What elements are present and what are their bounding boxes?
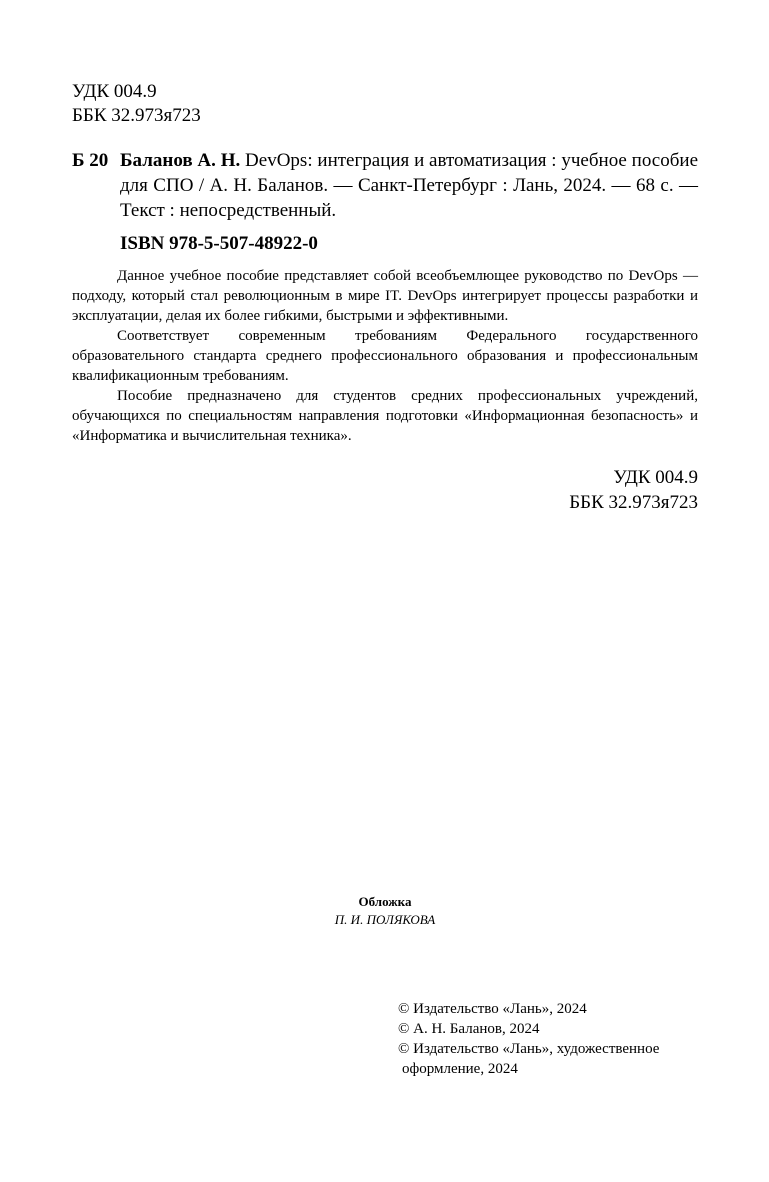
isbn: ISBN 978-5-507-48922-0 [120, 233, 318, 254]
copyright-line: © А. Н. Баланов, 2024 [398, 1021, 540, 1037]
udk-code: УДК 004.9 [613, 467, 698, 488]
udk-block-top [72, 80, 201, 128]
udk-code: УДК 004.9 [72, 81, 157, 102]
author-code: Б 20 [72, 150, 109, 171]
bbk-code: ББК 32.973я723 [569, 492, 698, 513]
udk-block-bottom [72, 465, 698, 515]
cover-artist: П. И. ПОЛЯКОВА [334, 912, 436, 927]
abstract-paragraph: Соответствует современным требованиям Федерального государственного образовательного стандарта среднего профессионального образования и профессиональным квалификационным требованиям. [72, 328, 698, 384]
abstract [72, 266, 698, 446]
copyright-line: © Издательство «Лань», художественное [398, 1041, 660, 1057]
author-name: Баланов А. Н. [120, 150, 241, 171]
copyright-block [398, 999, 698, 1079]
book-description: DevOps: интеграция и автоматизация : учебное пособие для СПО / А. Н. Баланов. — Санкт-Петербург : Лань, 2024. — 68 с. — Текст : непосредственный. [120, 150, 699, 221]
bibliographic-description [120, 148, 698, 223]
cover-label: Обложка [358, 894, 412, 909]
cover-credit [72, 893, 698, 929]
copyright-line: © Издательство «Лань», 2024 [398, 1001, 587, 1017]
copyright-line: оформление, 2024 [402, 1061, 518, 1077]
bbk-code: ББК 32.973я723 [72, 105, 201, 126]
abstract-paragraph: Данное учебное пособие представляет собой всеобъемлющее руководство по DevOps — подходу, который стал революционным в мире IT. DevOps интегрирует процессы разработки и эксплуатации, делая их более гибкими, быстрыми и эффективными. [72, 268, 698, 324]
bibliographic-record [72, 148, 698, 223]
abstract-paragraph: Пособие предназначено для студентов средних профессиональных учреждений, обучающихся по специальностям направления подготовки «Информационная безопасность» и «Информатика и вычислительная техника». [72, 388, 698, 444]
